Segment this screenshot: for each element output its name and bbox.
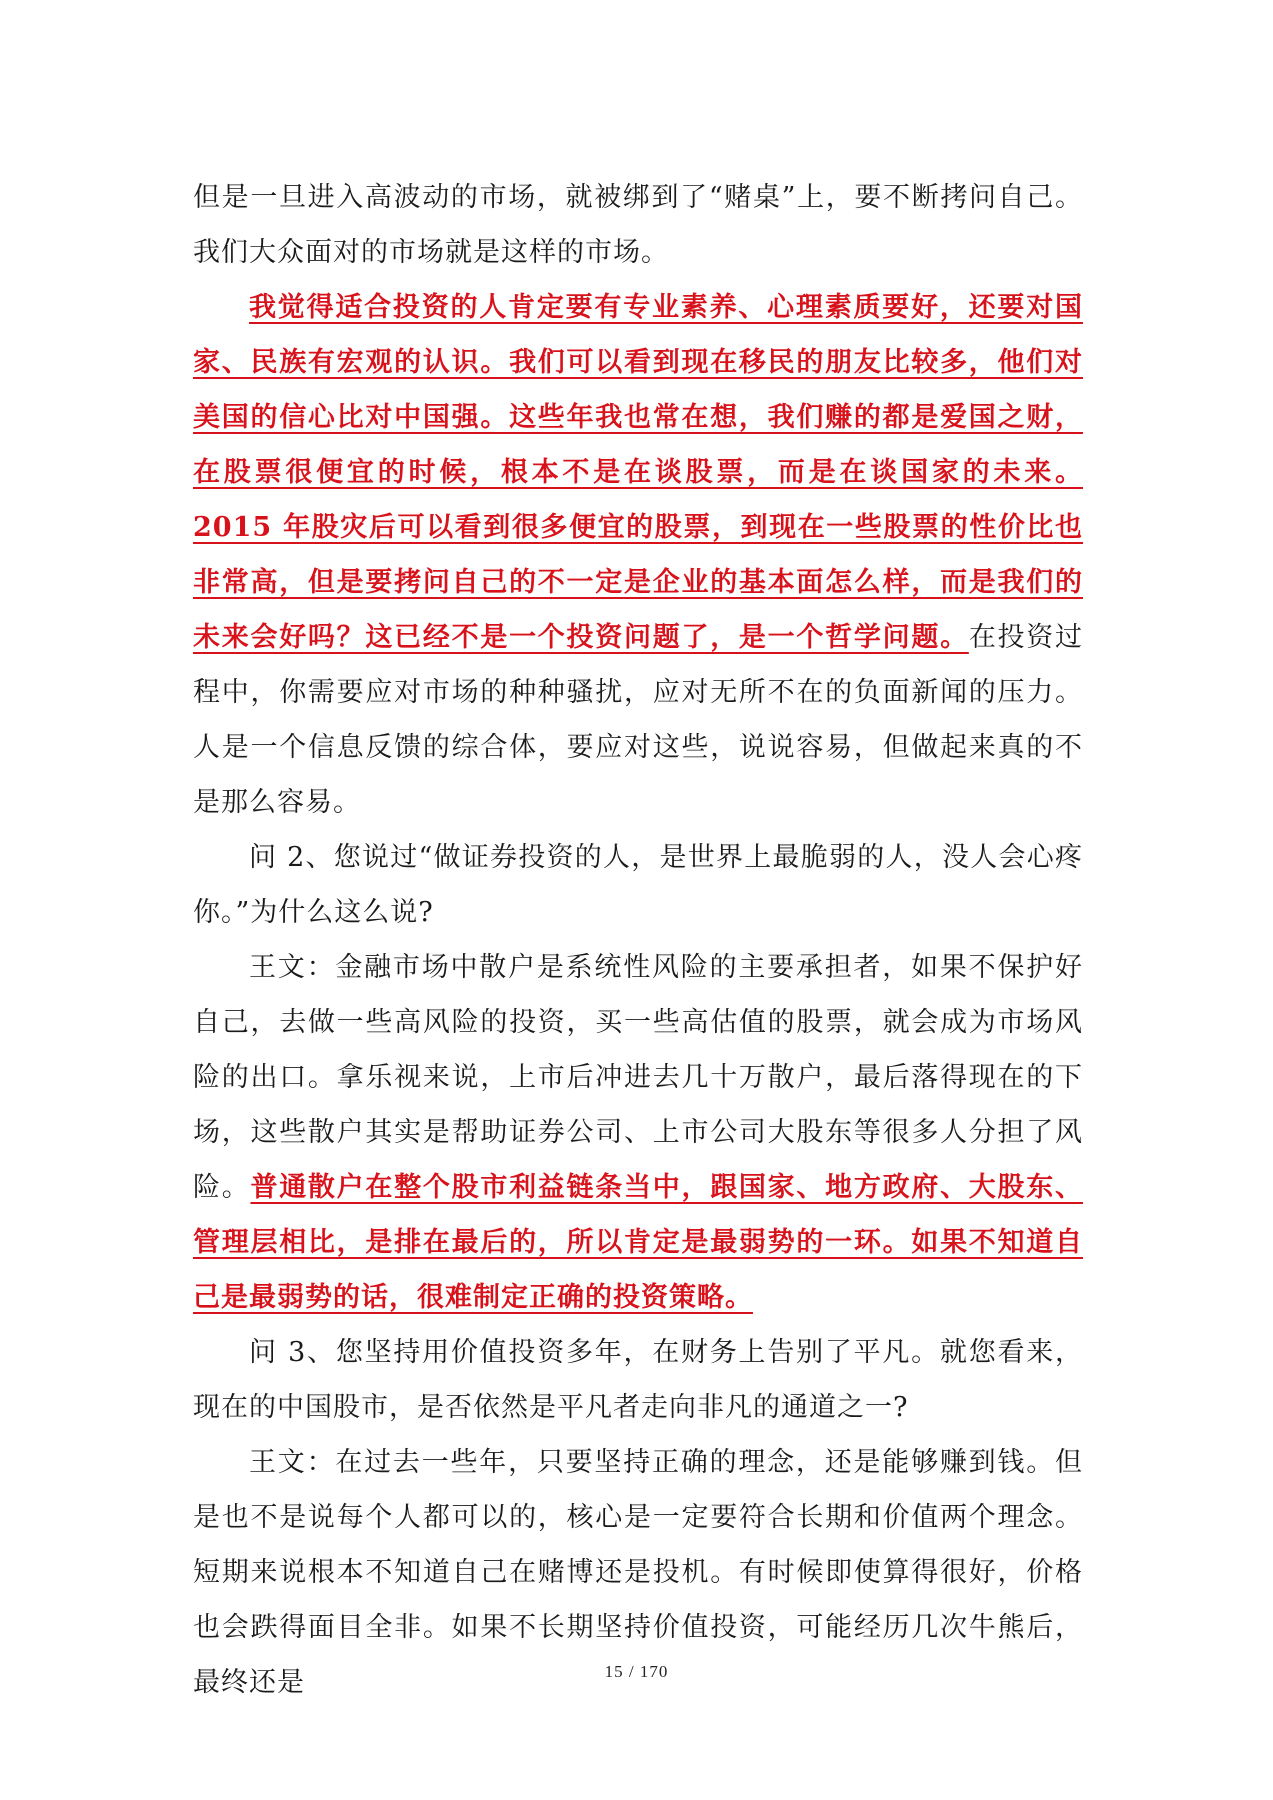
highlighted-text: 普通散户在整个股市利益链条当中，跟国家、地方政府、大股东、管理层相比，是排在最后的，所以肯定是最弱势的一环。如果不知道自己是最弱势的话，很难制定正确的投资策略。 — [193, 1172, 1084, 1313]
question-paragraph — [193, 830, 1083, 940]
body-text: 王文：在过去一些年，只要坚持正确的理念，还是能够赚到钱。但是也不是说每个人都可以的，核心是一定要符合长期和价值两个理念。短期来说根本不知道自己在赌博还是投机。有时候即使算得很好，价格也会跌得面目全非。如果不长期坚持价值投资，可能经历几次牛熊后，最终还是 — [193, 1447, 1083, 1698]
body-text: 王文：金融市场中散户是系统性风险的主要承担者，如果不保护好自己，去做一些高风险的投资，买一些高估值的股票，就会成为市场风险的出口。拿乐视来说，上市后冲进去几十万散户，最后落得现在的下场，这些散户其实是帮助证券公司、上市公司大股东等很多人分担了风险。 — [193, 952, 1083, 1203]
question-text: 问 3、您坚持用价值投资多年，在财务上告别了平凡。就您看来，现在的中国股市，是否依然是平凡者走向非凡的通道之一? — [193, 1337, 1083, 1423]
body-text: 但是一旦进入高波动的市场，就被绑到了“赌桌”上，要不断拷问自己。我们大众面对的市场就是这样的市场。 — [193, 182, 1083, 268]
question-paragraph — [193, 1325, 1083, 1435]
page-number: 15 / 170 — [604, 1662, 669, 1681]
paragraph — [193, 170, 1083, 280]
text-column — [193, 170, 1083, 1710]
question-text: 问 2、您说过“做证券投资的人，是世界上最脆弱的人，没人会心疼你。”为什么这么说? — [193, 842, 1083, 928]
paragraph — [193, 280, 1083, 830]
body-text: 在投资过程中，你需要应对市场的种种骚扰，应对无所不在的负面新闻的压力。人是一个信息反馈的综合体，要应对这些，说说容易，但做起来真的不是那么容易。 — [193, 622, 1084, 818]
answer-paragraph — [193, 940, 1083, 1325]
highlighted-text: 我觉得适合投资的人肯定要有专业素养、心理素质要好，还要对国家、民族有宏观的认识。我们可以看到现在移民的朋友比较多，他们对美国的信心比对中国强。这些年我也常在想，我们赚的都是爱国之财，在股票很便宜的时候，根本不是在谈股票，而是在谈国家的未来。2015 年股灾后可以看到很多便宜的股票，到现在一些股票的性价比也非常高，但是要拷问自己的不一定是企业的基本面怎么样，而是我们的未来会好吗？这已经不是一个投资问题了，是一个哲学问题。 — [193, 292, 1083, 653]
